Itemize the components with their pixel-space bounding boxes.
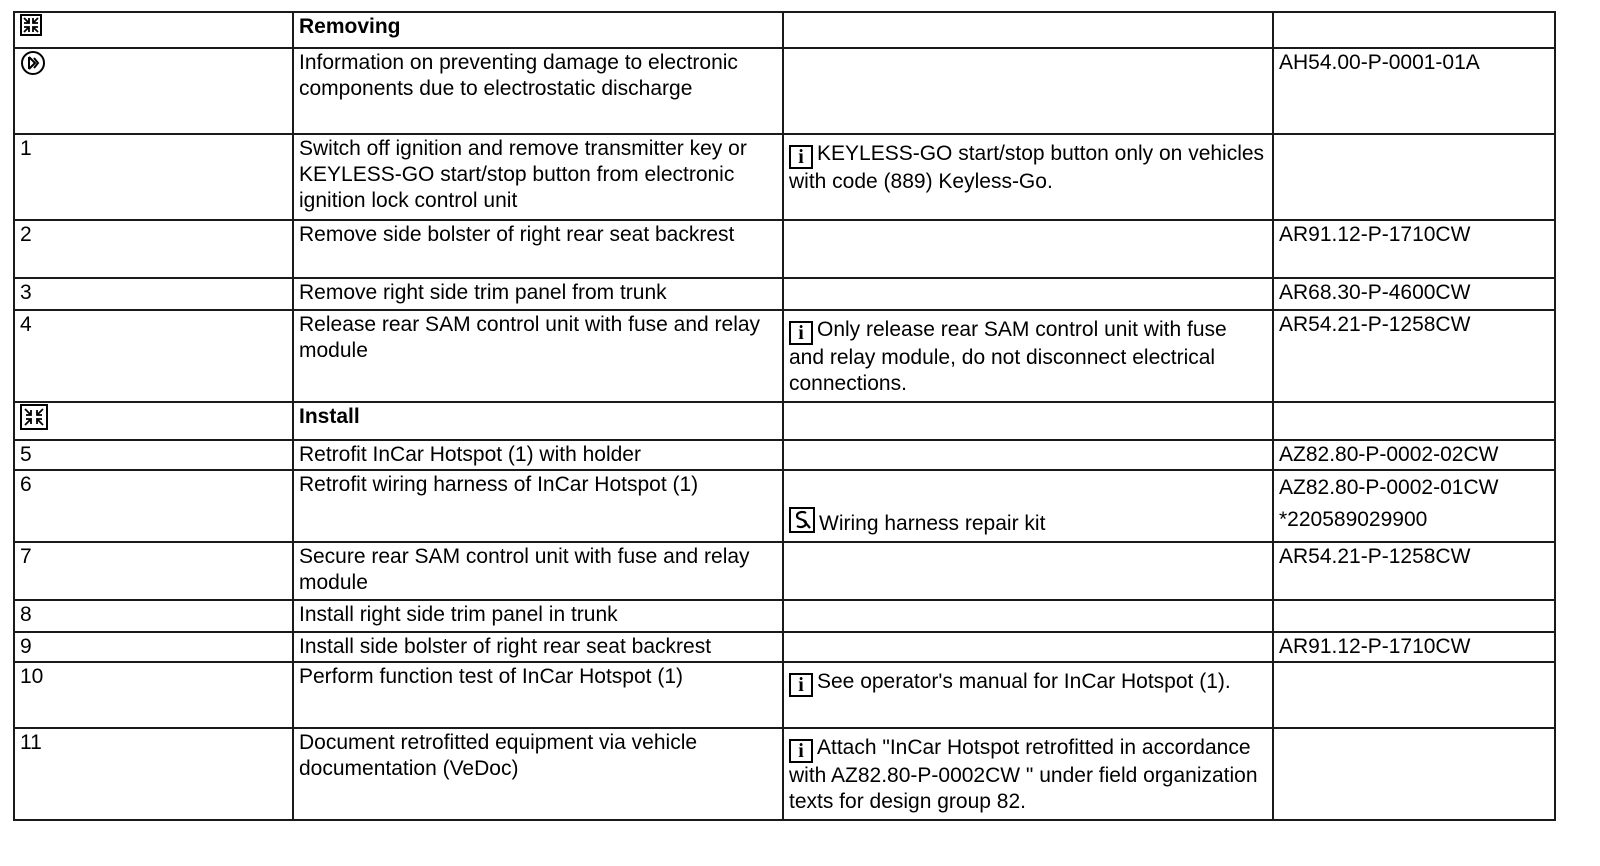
step-cell: 11 xyxy=(14,728,293,820)
note-cell xyxy=(783,542,1273,600)
table-row xyxy=(14,440,1555,470)
step-cell: 6 xyxy=(14,470,293,542)
reference-cell xyxy=(1273,662,1555,728)
step-cell xyxy=(14,48,293,134)
action-cell: Install side bolster of right rear seat backrest xyxy=(293,632,783,662)
action-cell: Document retrofitted equipment via vehicle documentation (VeDoc) xyxy=(293,728,783,820)
reference-cell: AR68.30-P-4600CW xyxy=(1273,278,1555,310)
step-cell: 8 xyxy=(14,600,293,632)
note-text: Attach "InCar Hotspot retrofitted in accordance with AZ82.80-P-0002CW " under field organization texts for design group 82. xyxy=(789,736,1258,813)
table-row xyxy=(14,48,1555,134)
step-cell xyxy=(14,402,293,440)
reference-cell: AR54.21-P-1258CW xyxy=(1273,310,1555,402)
table-row xyxy=(14,470,1555,542)
note-cell xyxy=(783,278,1273,310)
note-text: Only release rear SAM control unit with fuse and relay module, do not disconnect electrical connections. xyxy=(789,318,1227,395)
table-row xyxy=(14,310,1555,402)
reference-cell: AH54.00-P-0001-01A xyxy=(1273,48,1555,134)
reference-cell xyxy=(1273,470,1555,542)
note-cell xyxy=(783,632,1273,662)
note-cell xyxy=(783,728,1273,820)
table-row xyxy=(14,600,1555,632)
note-cell xyxy=(783,470,1273,542)
step-cell: 4 xyxy=(14,310,293,402)
table-row xyxy=(14,220,1555,278)
table-row xyxy=(14,662,1555,728)
note-text: See operator's manual for InCar Hotspot (1). xyxy=(817,670,1231,693)
removing-icon xyxy=(20,14,42,36)
info-icon: i xyxy=(789,321,813,345)
action-cell: Install right side trim panel in trunk xyxy=(293,600,783,632)
note-cell xyxy=(783,220,1273,278)
table-row xyxy=(14,728,1555,820)
table-row xyxy=(14,278,1555,310)
note-cell xyxy=(783,310,1273,402)
procedure-table xyxy=(13,11,1556,821)
reference-cell: AR54.21-P-1258CW xyxy=(1273,542,1555,600)
action-cell: Retrofit InCar Hotspot (1) with holder xyxy=(293,440,783,470)
reference-text: AZ82.80-P-0002-01CW xyxy=(1279,476,1499,499)
table-row xyxy=(14,402,1555,440)
reference-cell xyxy=(1273,134,1555,220)
install-icon xyxy=(20,404,48,430)
action-cell: Retrofit wiring harness of InCar Hotspot (1) xyxy=(293,470,783,542)
reference-cell: AR91.12-P-1710CW xyxy=(1273,220,1555,278)
reference-cell xyxy=(1273,600,1555,632)
step-cell: 7 xyxy=(14,542,293,600)
step-cell: 2 xyxy=(14,220,293,278)
note-cell xyxy=(783,402,1273,440)
part-number: *220589029900 xyxy=(1279,508,1428,531)
step-cell: 9 xyxy=(14,632,293,662)
note-cell xyxy=(783,48,1273,134)
table-row xyxy=(14,12,1555,48)
esd-warning-icon xyxy=(20,50,46,76)
reference-cell: AZ82.80-P-0002-02CW xyxy=(1273,440,1555,470)
table-row xyxy=(14,632,1555,662)
action-cell: Remove side bolster of right rear seat backrest xyxy=(293,220,783,278)
note-cell xyxy=(783,662,1273,728)
note-text: Wiring harness repair kit xyxy=(819,512,1046,535)
step-cell: 5 xyxy=(14,440,293,470)
step-cell: 1 xyxy=(14,134,293,220)
info-icon: i xyxy=(789,145,813,169)
action-cell: Release rear SAM control unit with fuse and relay module xyxy=(293,310,783,402)
action-cell: Install xyxy=(293,402,783,440)
note-cell xyxy=(783,134,1273,220)
reference-cell: AR91.12-P-1710CW xyxy=(1273,632,1555,662)
note-text: KEYLESS-GO start/stop button only on vehicles with code (889) Keyless-Go. xyxy=(789,142,1265,193)
note-cell xyxy=(783,600,1273,632)
action-cell: Information on preventing damage to electronic components due to electrostatic discharge xyxy=(293,48,783,134)
info-icon: i xyxy=(789,673,813,697)
action-cell: Removing xyxy=(293,12,783,48)
step-cell xyxy=(14,12,293,48)
table-row xyxy=(14,134,1555,220)
action-cell: Switch off ignition and remove transmitter key or KEYLESS-GO start/stop button from electronic ignition lock control unit xyxy=(293,134,783,220)
reference-cell xyxy=(1273,12,1555,48)
reference-cell xyxy=(1273,728,1555,820)
repair-kit-icon xyxy=(789,507,815,533)
step-cell: 10 xyxy=(14,662,293,728)
action-cell: Remove right side trim panel from trunk xyxy=(293,278,783,310)
step-cell: 3 xyxy=(14,278,293,310)
table-row xyxy=(14,542,1555,600)
action-cell: Perform function test of InCar Hotspot (1) xyxy=(293,662,783,728)
note-cell xyxy=(783,12,1273,48)
action-cell: Secure rear SAM control unit with fuse and relay module xyxy=(293,542,783,600)
note-cell xyxy=(783,440,1273,470)
info-icon: i xyxy=(789,739,813,763)
reference-cell xyxy=(1273,402,1555,440)
